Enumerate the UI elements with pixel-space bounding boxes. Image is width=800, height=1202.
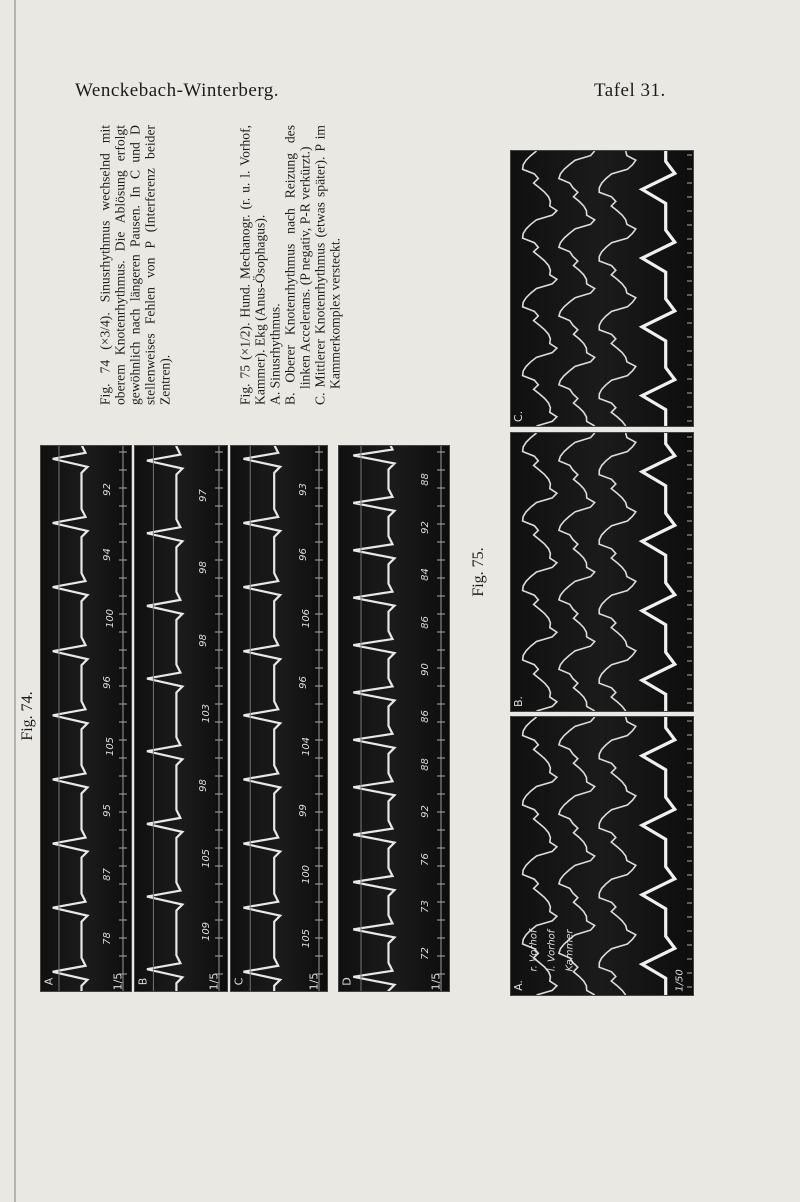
mechanogram-trace [559, 433, 595, 711]
fig75-caption-title: Fig. 75 (×1/2). Hund. Mechanogr. (r. u. l. Vorhof, Kammer). Ekg (Anus-Ösophagus). [237, 125, 268, 405]
fig75-caption [238, 125, 343, 405]
interval-value: 96 [101, 675, 113, 689]
fig75-caption-item-b: B. Oberer Knotenrhythmus nach Reizung des linken Accelerans. (P negativ, P-R verkürzt.) [282, 125, 313, 405]
interval-value: 97 [197, 488, 209, 502]
interval-value: 99 [297, 804, 309, 817]
mechanogram-trace [559, 151, 595, 426]
ecg-trace [147, 446, 182, 991]
header-authors: Wenckebach-Winterberg. [75, 80, 280, 101]
interval-value: 76 [419, 852, 431, 866]
interval-value: 100 [105, 608, 117, 628]
ecg-trace [642, 151, 675, 426]
interval-value: 98 [197, 779, 209, 793]
track-label: Kammer [564, 929, 576, 972]
panel-letter: C. [512, 410, 526, 423]
mechanogram-trace [599, 433, 636, 711]
interval-value: 90 [419, 663, 431, 676]
ecg-trace-svg [339, 446, 449, 991]
strip-letter: D [340, 977, 354, 986]
strip-scale: 1/5 [111, 972, 125, 991]
mechanogram-trace [599, 717, 636, 995]
interval-value: 88 [419, 757, 431, 771]
fig74-label: Fig. 74. [19, 691, 36, 741]
interval-value: 105 [201, 848, 213, 868]
interval-value: 88 [419, 473, 431, 487]
strip-scale: 1/5 [429, 972, 443, 991]
fig75-label: Fig. 75. [470, 547, 487, 597]
ecg-trace [353, 446, 394, 991]
interval-value: 98 [197, 561, 209, 575]
fig75-panel-a [510, 716, 694, 996]
interval-value: 95 [101, 804, 113, 817]
fig74-strip-b [134, 445, 228, 992]
interval-value: 92 [101, 483, 113, 497]
fig75-caption-item-a: A. Sinusrhythmus. [267, 303, 283, 405]
interval-value: 96 [297, 675, 309, 689]
interval-value: 72 [419, 947, 431, 961]
fig74-strip-d [338, 445, 450, 992]
strip-letter: C [232, 977, 246, 986]
page-edge [14, 0, 16, 1202]
header-plate-number: Tafel 31. [594, 80, 666, 101]
interval-value: 109 [201, 921, 213, 941]
ecg-trace [243, 446, 280, 991]
interval-value: 73 [419, 900, 431, 913]
interval-value: 87 [101, 868, 113, 882]
fig74-strip-a [40, 445, 132, 992]
interval-value: 86 [419, 615, 431, 629]
mechanogram-trace [599, 151, 636, 426]
ecg-trace [642, 433, 675, 711]
track-label: r. Vorhof [528, 929, 540, 972]
ecg-trace [642, 717, 675, 995]
fig75-caption-item-c: C. Mittlerer Knotenrhythmus (etwas später). P im Kammerkomplex versteckt. [312, 125, 343, 405]
interval-value: 92 [419, 520, 431, 534]
ecg-trace-svg [41, 446, 131, 991]
ecg-trace-svg [231, 446, 327, 991]
interval-value: 94 [101, 547, 113, 561]
strip-letter: B [136, 977, 150, 986]
interval-value: 93 [297, 483, 309, 497]
track-label: l. Vorhof [546, 929, 558, 972]
ecg-trace-svg [135, 446, 227, 991]
strip-scale: 1/5 [307, 972, 321, 991]
interval-value: 96 [297, 547, 309, 561]
fig75-panel-b [510, 432, 694, 712]
fig75-panel-c [510, 150, 694, 427]
mechanogram-trace [523, 433, 557, 711]
panel-scale: 1/50 [674, 969, 686, 992]
interval-value: 84 [419, 568, 431, 582]
mechanogram-svg [511, 151, 693, 426]
interval-value: 78 [101, 932, 113, 946]
ecg-trace [53, 446, 88, 991]
interval-value: 105 [105, 736, 117, 756]
panel-letter: B. [512, 695, 526, 708]
interval-value: 100 [301, 865, 313, 885]
interval-value: 92 [419, 805, 431, 819]
interval-value: 86 [419, 710, 431, 724]
interval-value: 98 [197, 634, 209, 647]
strip-scale: 1/5 [207, 972, 221, 991]
interval-value: 105 [301, 929, 313, 949]
mechanogram-svg [511, 433, 693, 711]
interval-value: 106 [301, 608, 313, 628]
interval-value: 103 [201, 703, 213, 723]
fig74-strip-c [230, 445, 328, 992]
fig74-caption-text: Fig. 74 (×3/4). Sinusrhythmus wechselnd mit oberem Knotenrhythmus. Die Ablösung erfolgt gewöhnlich nach längeren Pausen. In C und D stellenweises Fehlen von P (Interferenz beider Zentren). [97, 125, 173, 405]
strip-letter: A [42, 977, 56, 986]
mechanogram-trace [523, 151, 557, 426]
panel-letter: A. [511, 980, 525, 991]
fig74-caption [98, 125, 173, 405]
interval-value: 104 [301, 736, 313, 756]
